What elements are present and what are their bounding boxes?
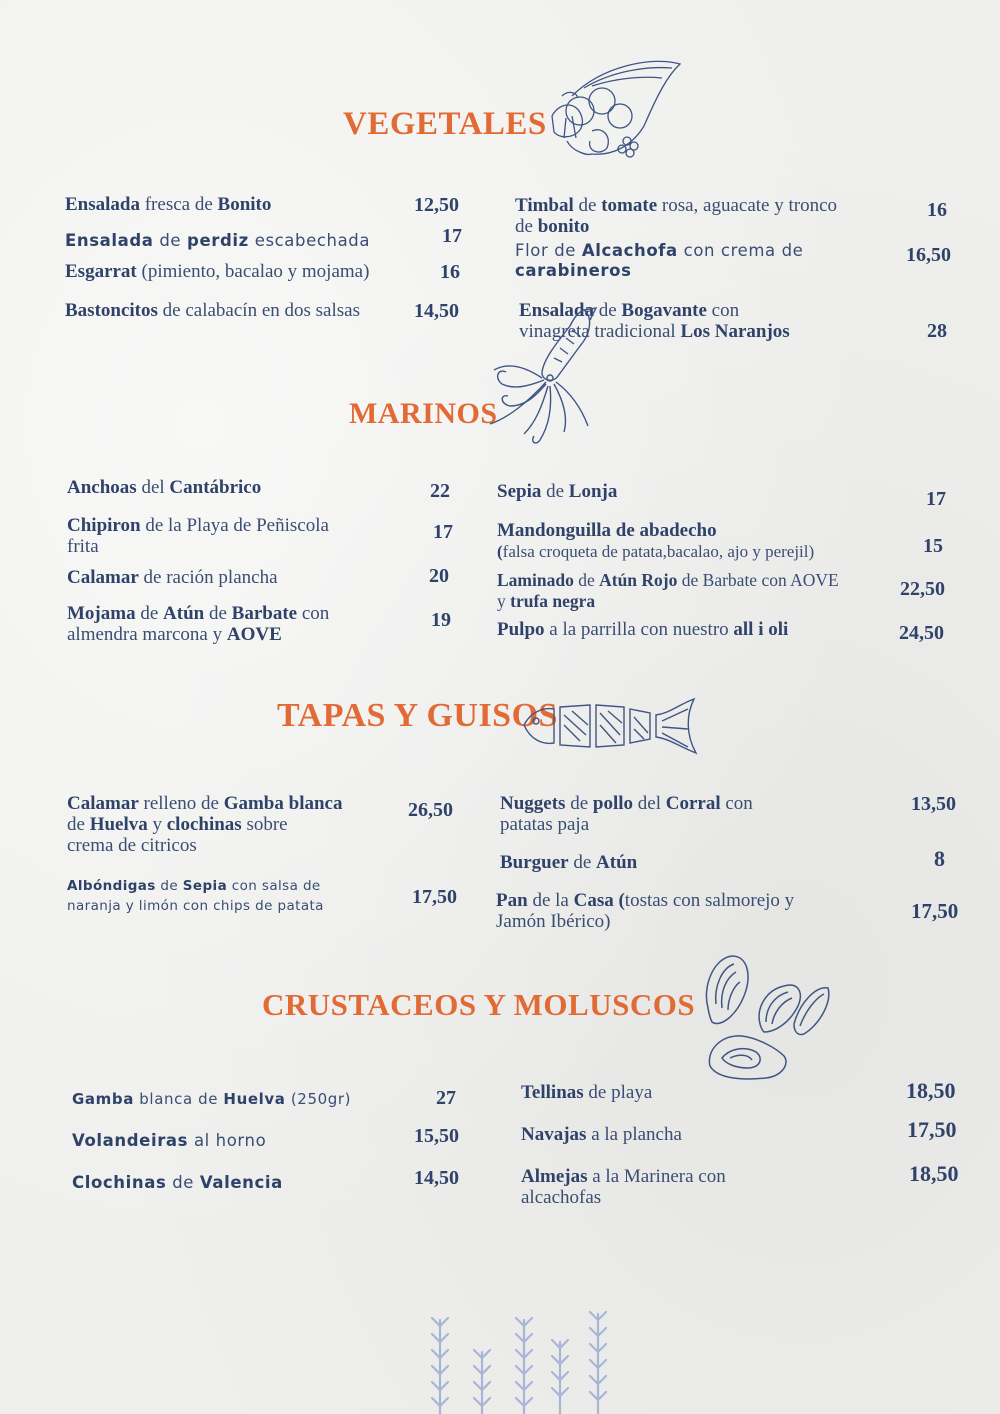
menu-item-nuggets: Nuggets de pollo del Corral con patatas paja <box>500 793 753 835</box>
menu-item-calamar-racion: Calamar de ración plancha <box>67 567 278 588</box>
section-title-vegetales: VEGETALES <box>343 106 547 142</box>
cornucopia-icon <box>532 56 682 166</box>
price: 16 <box>440 261 460 283</box>
menu-item-timbal: Timbal de tomate rosa, aguacate y tronco de bonito <box>515 195 838 237</box>
menu-item-ensalada-perdiz: Ensalada de perdiz escabechada <box>65 231 371 250</box>
menu-item-volandeiras: Volandeiras al horno <box>72 1131 267 1150</box>
price: 17 <box>442 225 462 247</box>
menu-item-chipiron: Chipiron de la Playa de Peñiscola frita <box>67 515 329 557</box>
menu-item-pan-casa: Pan de la Casa (tostas con salmorejo y Jamón Ibérico) <box>496 890 795 932</box>
price: 14,50 <box>414 1167 459 1189</box>
menu-item-laminado: Laminado de Atún Rojo de Barbate con AOVE y trufa negra <box>497 570 839 611</box>
menu-item-anchoas: Anchoas del Cantábrico <box>67 477 262 498</box>
menu-item-ensalada-bogavante: Ensalada de Bogavante con vinagreta tradicional Los Naranjos <box>519 300 790 342</box>
price: 19 <box>431 609 451 631</box>
price: 17 <box>926 488 946 510</box>
price: 13,50 <box>911 793 956 815</box>
menu-item-albondigas: Albóndigas de Sepia con salsa de naranja y limón con chips de patata <box>67 878 324 914</box>
price: 28 <box>927 320 947 342</box>
section-title-marinos: MARINOS <box>349 397 498 430</box>
price: 18,50 <box>906 1078 956 1103</box>
fish-icon <box>520 695 700 757</box>
price: 20 <box>429 565 449 587</box>
menu-item-calamar-relleno: Calamar relleno de Gamba blanca de Huelva y clochinas sobre crema de citricos <box>67 793 343 856</box>
section-title-tapas: TAPAS Y GUISOS <box>277 697 558 734</box>
mussels-icon <box>700 952 832 1084</box>
price: 16 <box>927 199 947 221</box>
menu-item-ensalada-bonito: Ensalada fresca de Bonito <box>65 194 272 215</box>
price: 15,50 <box>414 1125 459 1147</box>
seaweed-icon <box>420 1306 620 1414</box>
price: 24,50 <box>899 622 944 644</box>
price: 26,50 <box>408 799 453 821</box>
price: 8 <box>934 846 945 871</box>
section-title-crustaceos: CRUSTACEOS Y MOLUSCOS <box>262 987 696 1022</box>
menu-item-clochinas: Clochinas de Valencia <box>72 1173 283 1192</box>
menu-item-bastoncitos: Bastoncitos de calabacín en dos salsas <box>65 300 360 321</box>
price: 14,50 <box>414 300 459 322</box>
menu-item-mojama: Mojama de Atún de Barbate con almendra marcona y AOVE <box>67 603 330 645</box>
price: 15 <box>923 535 943 557</box>
price: 17 <box>433 521 453 543</box>
squid-icon <box>484 306 599 451</box>
menu-item-mandonguilla: Mandonguilla de abadecho (falsa croqueta de patata,bacalao, ajo y perejil) <box>497 520 815 561</box>
price: 27 <box>436 1087 456 1109</box>
menu-item-tellinas: Tellinas de playa <box>521 1082 653 1103</box>
menu-item-almejas: Almejas a la Marinera con alcachofas <box>521 1166 726 1208</box>
menu-item-navajas: Navajas a la plancha <box>521 1124 682 1145</box>
price: 16,50 <box>906 244 951 266</box>
price: 22 <box>430 480 450 502</box>
menu-item-flor-alcachofa: Flor de Alcachofa con crema de carabineros <box>515 241 804 280</box>
menu-item-gamba-blanca: Gamba blanca de Huelva (250gr) <box>72 1090 352 1108</box>
price: 17,50 <box>412 886 457 908</box>
menu-item-sepia: Sepia de Lonja <box>497 481 618 502</box>
price: 12,50 <box>414 194 459 216</box>
price: 18,50 <box>909 1161 959 1186</box>
menu-item-pulpo: Pulpo a la parrilla con nuestro all i oli <box>497 619 789 640</box>
price: 22,50 <box>900 578 945 600</box>
menu-item-esgarrat: Esgarrat (pimiento, bacalao y mojama) <box>65 261 370 282</box>
price: 17,50 <box>911 899 959 923</box>
menu-item-burguer: Burguer de Atún <box>500 852 638 873</box>
price: 17,50 <box>907 1117 957 1142</box>
